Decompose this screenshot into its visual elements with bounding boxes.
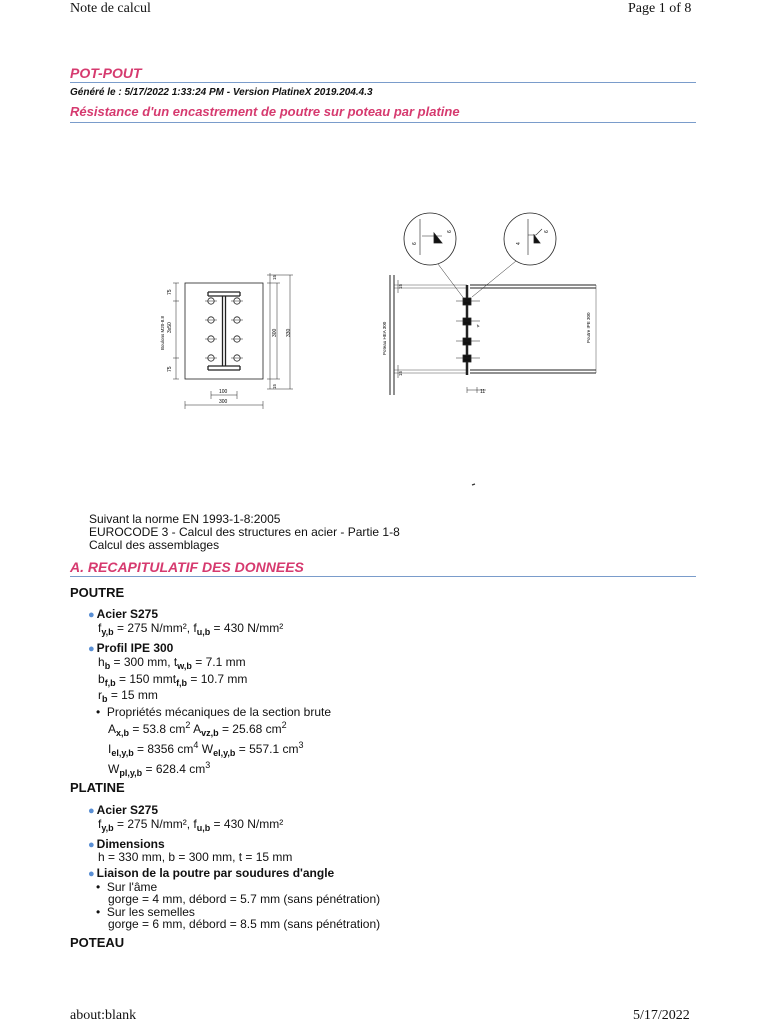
poutre-h-tw: $h_b = 300$ mm, $t_{w,b} = 7.1$ mm (98, 655, 246, 671)
plate-outline (185, 283, 263, 379)
print-header-title: Note de calcul (70, 1, 151, 16)
poutre-steel-title: ● Acier S275 (88, 607, 159, 621)
platine-dims-title: ● Dimensions (88, 837, 165, 851)
generated-line: Généré le : 5/17/2022 1:33:24 PM - Version PlatineX 2019.204.4.3 (70, 87, 373, 98)
poutre-inertia: $I_{el,y,b} = 8356$ $cm^4$ $W_{el,y,b} = 557.1$ $cm^3$ (108, 740, 304, 758)
poutre-steel-values: $f_{y,b} = 275$ N/mm², $f_{u,b} = 430$ N/mm² (98, 621, 284, 637)
print-footer-date: 5/17/2022 (633, 1008, 690, 1023)
dim-300-vertical: 300 (272, 328, 278, 337)
norm-line-1: Suivant la norme EN 1993-1-8:2005 (89, 512, 281, 526)
platine-steel-values: $f_{y,b} = 275$ N/mm², $f_{u,b} = 430$ N/mm² (98, 817, 284, 833)
platine-dims-text: h = 330 mm, b = 300 mm, t = 15 mm (98, 850, 293, 864)
weld-detail-1 (404, 213, 456, 265)
dim-75-bottom: 75 (167, 366, 173, 372)
weld-detail-2 (504, 213, 556, 265)
weld1-size-a: 6 (447, 230, 453, 233)
norm-line-2: EUROCODE 3 - Calcul des structures en acier - Partie 1-8 (89, 525, 400, 539)
section-a-title: A. RECAPITULATIF DES DONNEES (70, 559, 304, 575)
column-label: Poteau HEA 300 (382, 321, 387, 355)
bolt-label: Boulons M20-8.8 (160, 315, 165, 350)
poutre-heading: POUTRE (70, 585, 125, 600)
bullet-dot: ● (88, 643, 95, 655)
poutre-bf-tf: $b_{f,b} = 150$ mmt$_{f,b}$ = 10.7 mm (98, 672, 248, 688)
beam-label: Poutre IPE 300 (586, 312, 591, 343)
platine-web-title: • Sur l'âme (96, 880, 158, 894)
web-weld-size: 4 (475, 323, 481, 329)
platine-steel-title: ● Acier S275 (88, 803, 159, 817)
bolt-group (205, 298, 243, 361)
print-footer-url: about:blank (70, 1008, 137, 1023)
bullet-dot: • (96, 905, 107, 919)
elev-dim-15-bottom: 15 (398, 370, 403, 376)
bullet-dot: ● (88, 609, 95, 621)
section-a-rule (70, 576, 696, 577)
title-rule (70, 82, 696, 83)
subtitle-rule (70, 122, 696, 123)
doc-title: POT-POUT (70, 65, 142, 81)
dim-300-horizontal: 300 (219, 399, 228, 405)
print-header-page: Page 1 of 8 (628, 1, 692, 16)
dim-330: 330 (286, 328, 292, 337)
bullet-dot: ● (88, 805, 95, 817)
platine-weld-title: ● Liaison de la poutre par soudures d'angle (88, 866, 335, 880)
dim-3x50: 3x50 (167, 322, 173, 333)
poutre-wpl: $W_{pl,y,b} = 628.4$ $cm^3$ (108, 760, 211, 778)
bullet-dot: ● (88, 868, 95, 880)
weld2-size-b: 4 (516, 242, 522, 245)
norm-line-3: Calcul des assemblages (89, 538, 220, 552)
bullet-dot: • (96, 705, 107, 719)
doc-subtitle: Résistance d'un encastrement de poutre sur poteau par platine (70, 104, 460, 119)
poutre-r: $r_b = 15$ mm (98, 688, 158, 704)
connection-drawing (150, 205, 610, 495)
bullet-dot: ● (88, 839, 95, 851)
dim-15-bottom: 15 (272, 383, 277, 389)
side-elevation (390, 213, 596, 395)
platine-heading: PLATINE (70, 780, 125, 795)
platine-web-text: gorge = 4 mm, débord = 5.7 mm (sans pénétration) (108, 892, 381, 906)
elev-dim-11: 11 (480, 389, 486, 395)
weld2-size-a: 6 (544, 230, 550, 233)
dim-100: 100 (219, 389, 228, 395)
dim-75-top: 75 (167, 289, 173, 295)
bullet-dot: • (96, 880, 107, 894)
platine-flange-title: • Sur les semelles (96, 905, 195, 919)
poteau-heading: POTEAU (70, 935, 125, 950)
poutre-profile-title: ● Profil IPE 300 (88, 641, 174, 655)
poutre-areas: $A_{x,b} = 53.8$ $cm^2$ $A_{vz,b} = 25.68$ $cm^2$ (108, 720, 287, 738)
elev-dim-15-top: 15 (398, 283, 403, 289)
platine-flange-text: gorge = 6 mm, débord = 8.5 mm (sans pénétration) (108, 917, 381, 931)
weld1-size-b: 6 (412, 242, 418, 245)
poutre-props-title: • Propriétés mécaniques de la section brute (96, 705, 332, 719)
dim-15-top: 15 (272, 274, 277, 280)
